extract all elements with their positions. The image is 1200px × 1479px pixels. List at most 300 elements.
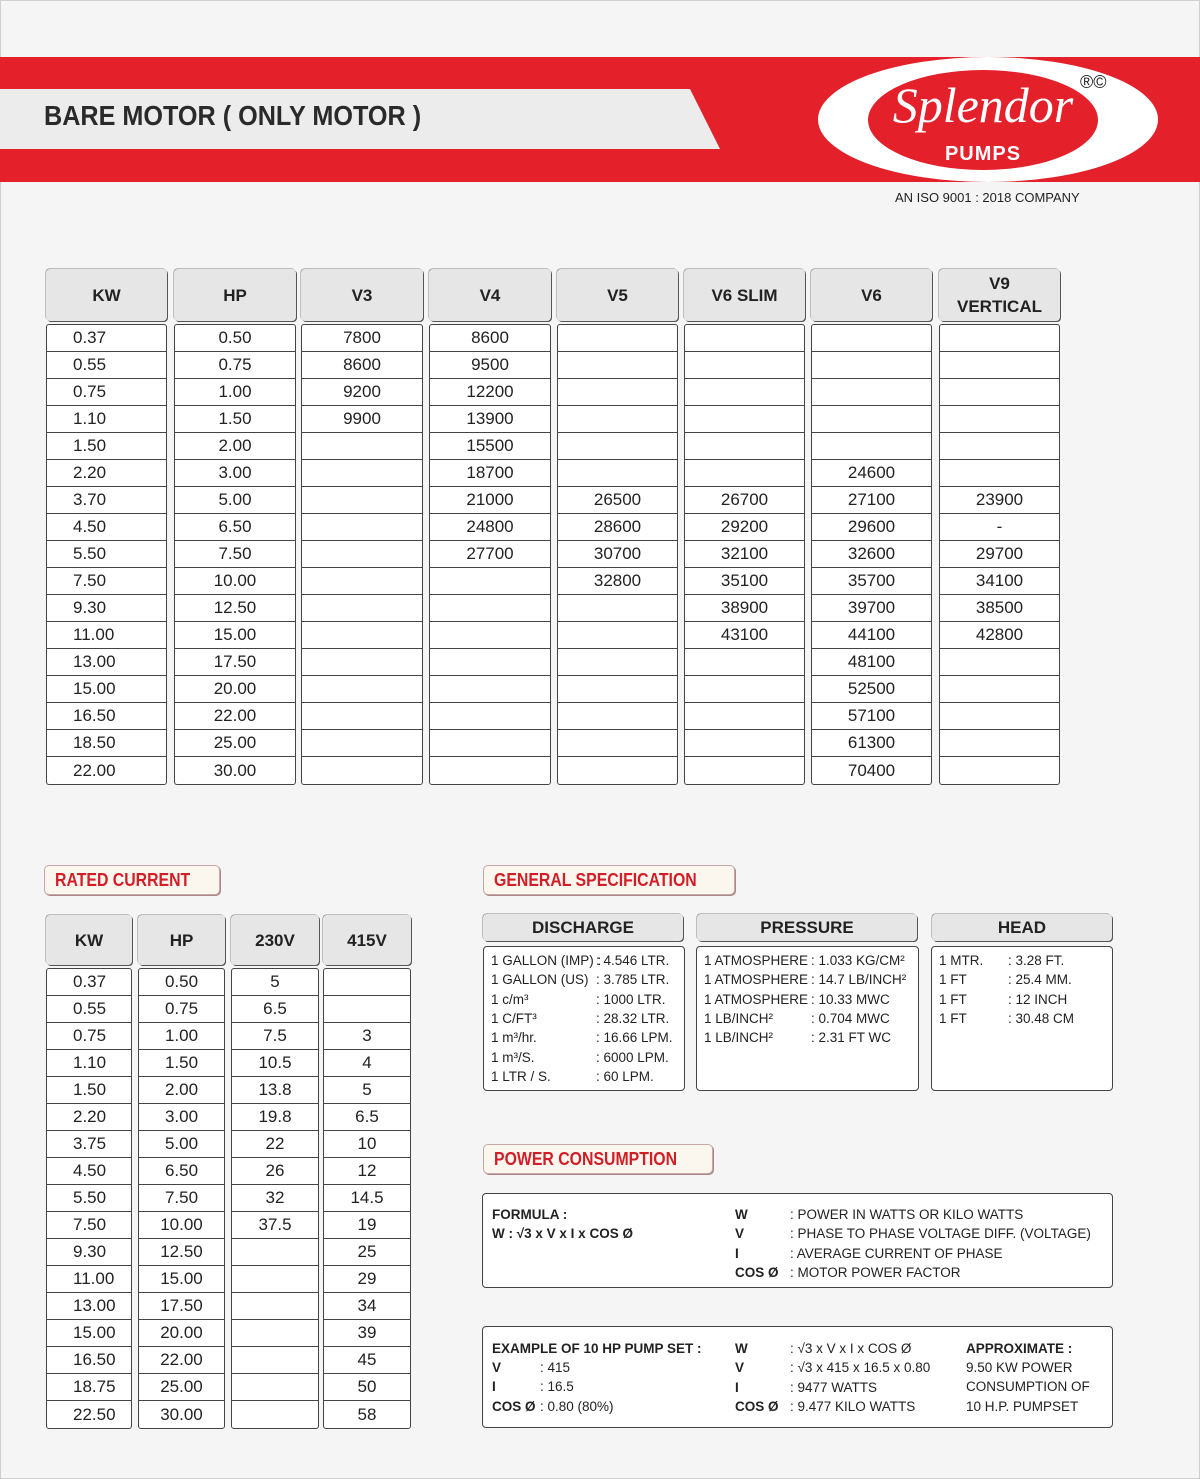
- bare-motor-cell: [940, 757, 1059, 784]
- legend-symbol: V: [735, 1226, 745, 1242]
- bare-motor-cell: [430, 730, 550, 757]
- example-input-value: : 415: [540, 1360, 571, 1375]
- pressure-value: : 10.33 MWC: [811, 991, 890, 1007]
- discharge-label: 1 GALLON (IMP) :: [491, 953, 602, 968]
- bare-motor-cell: 18.50: [47, 730, 166, 757]
- head-value: : 12 INCH: [1008, 991, 1068, 1007]
- rated-current-cell: [232, 1374, 318, 1401]
- bare-motor-cell: 57100: [812, 703, 931, 730]
- bare-motor-cell: [558, 433, 677, 460]
- approx-line: CONSUMPTION OF: [966, 1379, 1090, 1395]
- rated-current-cell: 6.5: [232, 996, 318, 1023]
- rated-current-cell: 7.50: [47, 1212, 131, 1239]
- bare-motor-cell: [812, 325, 931, 352]
- bare-motor-cell: 6.50: [175, 514, 295, 541]
- bare-motor-cell: [558, 757, 677, 784]
- bare-motor-cell: [302, 514, 422, 541]
- rated-current-cell: 2.20: [47, 1104, 131, 1131]
- bare-motor-cell: [940, 352, 1059, 379]
- rated-current-header-0: KW: [46, 915, 132, 965]
- bare-motor-cell: [685, 325, 804, 352]
- registered-mark: ®©: [1080, 72, 1107, 92]
- discharge-value: : 6000 LPM.: [596, 1049, 669, 1065]
- bare-motor-cell: [558, 730, 677, 757]
- bare-motor-cell: 12.50: [175, 595, 295, 622]
- bare-motor-cell: [430, 595, 550, 622]
- pressure-label: 1 ATMOSPHERE: [704, 991, 809, 1007]
- example-calc-value: : √3 x 415 x 16.5 x 0.80: [790, 1360, 931, 1376]
- bare-motor-cell: 5.00: [175, 487, 295, 514]
- pressure-header: PRESSURE: [697, 914, 917, 941]
- bare-motor-cell: 8600: [430, 325, 550, 352]
- page-title: BARE MOTOR ( ONLY MOTOR ): [44, 100, 422, 131]
- bare-motor-header-2: V3: [301, 269, 423, 321]
- rated-current-cell: 45: [324, 1347, 410, 1374]
- head-label: 1 FT: [939, 1010, 967, 1026]
- bare-motor-header-7: V9 VERTICAL: [939, 269, 1060, 321]
- rated-current-cell: 10.00: [139, 1212, 224, 1239]
- bare-motor-cell: 34100: [940, 568, 1059, 595]
- bare-motor-cell: [558, 676, 677, 703]
- rated-current-cell: 50: [324, 1374, 410, 1401]
- pressure-value: : 1.033 KG/CM²: [811, 953, 905, 968]
- bare-motor-cell: 38900: [685, 595, 804, 622]
- bare-motor-cell: 39700: [812, 595, 931, 622]
- bare-motor-cell: [302, 676, 422, 703]
- bare-motor-cell: 52500: [812, 676, 931, 703]
- bare-motor-header-3: V4: [429, 269, 551, 321]
- bare-motor-cell: [685, 379, 804, 406]
- bare-motor-cell: 21000: [430, 487, 550, 514]
- rated-current-column-3: [323, 968, 411, 1429]
- bare-motor-cell: 26700: [685, 487, 804, 514]
- discharge-header: DISCHARGE: [483, 914, 683, 941]
- rated-current-cell: 13.00: [47, 1293, 131, 1320]
- pressure-box: [696, 946, 919, 1091]
- bare-motor-cell: 38500: [940, 595, 1059, 622]
- example-calc-value: : 9.477 KILO WATTS: [790, 1398, 916, 1414]
- rated-current-cell: 0.55: [47, 996, 131, 1023]
- discharge-value: : 60 LPM.: [596, 1068, 654, 1084]
- example-calc-symbol: I: [735, 1379, 739, 1395]
- rated-current-cell: 15.00: [47, 1320, 131, 1347]
- bare-motor-cell: 20.00: [175, 676, 295, 703]
- bare-motor-cell: [302, 568, 422, 595]
- bare-motor-cell: 12200: [430, 379, 550, 406]
- bare-motor-cell: 61300: [812, 730, 931, 757]
- rated-current-cell: 4: [324, 1050, 410, 1077]
- rated-current-cell: 9.30: [47, 1239, 131, 1266]
- legend-symbol: W: [735, 1207, 748, 1222]
- formula-box: [482, 1193, 1113, 1288]
- rated-current-cell: [232, 1239, 318, 1266]
- bare-motor-cell: 1.50: [175, 406, 295, 433]
- pressure-label: 1 ATMOSPHERE: [704, 953, 809, 968]
- bare-motor-cell: [940, 676, 1059, 703]
- rated-current-cell: 10.5: [232, 1050, 318, 1077]
- example-calc-symbol: V: [735, 1360, 745, 1376]
- bare-motor-cell: 11.00: [47, 622, 166, 649]
- bare-motor-cell: [685, 676, 804, 703]
- rated-current-cell: 3.75: [47, 1131, 131, 1158]
- bare-motor-cell: 15500: [430, 433, 550, 460]
- bare-motor-cell: [302, 541, 422, 568]
- bare-motor-column-0: [46, 324, 167, 785]
- rated-current-cell: 12.50: [139, 1239, 224, 1266]
- bare-motor-cell: [430, 676, 550, 703]
- bare-motor-cell: [558, 352, 677, 379]
- bare-motor-cell: [940, 703, 1059, 730]
- rated-current-cell: 0.50: [139, 969, 224, 996]
- bare-motor-cell: 5.50: [47, 541, 166, 568]
- logo-subtitle: PUMPS: [944, 143, 1022, 165]
- bare-motor-cell: 4.50: [47, 514, 166, 541]
- example-calc-symbol: W: [735, 1341, 748, 1356]
- discharge-label: 1 C/FT³: [491, 1010, 537, 1026]
- bare-motor-column-3: [429, 324, 551, 785]
- bare-motor-cell: [302, 757, 422, 784]
- approx-line: 10 H.P. PUMPSET: [966, 1398, 1079, 1414]
- bare-motor-cell: 3.70: [47, 487, 166, 514]
- bare-motor-cell: 48100: [812, 649, 931, 676]
- rated-current-cell: 18.75: [47, 1374, 131, 1401]
- rated-current-cell: 5.00: [139, 1131, 224, 1158]
- bare-motor-cell: 25.00: [175, 730, 295, 757]
- pressure-value: : 2.31 FT WC: [811, 1030, 892, 1046]
- bare-motor-header-6: V6: [811, 269, 932, 321]
- pressure-value: : 14.7 LB/INCH²: [811, 972, 907, 988]
- rated-current-cell: 7.5: [232, 1023, 318, 1050]
- rated-current-cell: 3: [324, 1023, 410, 1050]
- bare-motor-cell: 1.10: [47, 406, 166, 433]
- bare-motor-cell: 24600: [812, 460, 931, 487]
- rated-current-cell: 7.50: [139, 1185, 224, 1212]
- bare-motor-cell: [685, 352, 804, 379]
- bare-motor-cell: 29600: [812, 514, 931, 541]
- example-calc-value: : 9477 WATTS: [790, 1379, 878, 1395]
- rated-current-cell: 19.8: [232, 1104, 318, 1131]
- bare-motor-cell: [685, 649, 804, 676]
- example-box: [482, 1326, 1113, 1428]
- bare-motor-column-4: [557, 324, 678, 785]
- rated-current-cell: 32: [232, 1185, 318, 1212]
- rated-current-cell: [232, 1347, 318, 1374]
- bare-motor-cell: 1.50: [47, 433, 166, 460]
- example-title: EXAMPLE OF 10 HP PUMP SET :: [492, 1341, 702, 1356]
- discharge-value: : 3.785 LTR.: [596, 972, 670, 988]
- bare-motor-column-5: [684, 324, 805, 785]
- discharge-value: : 4.546 LTR.: [596, 953, 670, 968]
- rated-current-cell: 22.00: [139, 1347, 224, 1374]
- head-box: [931, 946, 1113, 1091]
- bare-motor-cell: 22.00: [73, 760, 116, 780]
- bare-motor-cell: 7.50: [47, 568, 166, 595]
- rated-current-header-2: 230V: [231, 915, 319, 965]
- bare-motor-cell: 13900: [430, 406, 550, 433]
- bare-motor-cell: [685, 406, 804, 433]
- head-value: : 3.28 FT.: [1008, 953, 1065, 968]
- rated-current-cell: 14.5: [324, 1185, 410, 1212]
- bare-motor-cell: 3.00: [175, 460, 295, 487]
- bare-motor-cell: 30700: [558, 541, 677, 568]
- bare-motor-cell: 42800: [940, 622, 1059, 649]
- bare-motor-cell: [302, 433, 422, 460]
- head-header: HEAD: [932, 914, 1112, 941]
- bare-motor-cell: [685, 433, 804, 460]
- bare-motor-cell: 2.20: [47, 460, 166, 487]
- rated-current-header-1: HP: [138, 915, 225, 965]
- rated-current-cell: [232, 1293, 318, 1320]
- bare-motor-cell: [940, 460, 1059, 487]
- bare-motor-cell: [558, 379, 677, 406]
- bare-motor-cell: [685, 730, 804, 757]
- approx-title: APPROXIMATE :: [966, 1341, 1073, 1356]
- head-label: 1 FT: [939, 991, 967, 1007]
- bare-motor-cell: [812, 379, 931, 406]
- bare-motor-cell: [685, 703, 804, 730]
- approx-line: 9.50 KW POWER: [966, 1360, 1073, 1375]
- bare-motor-cell: [302, 730, 422, 757]
- bare-motor-cell: 15.00: [47, 676, 166, 703]
- bare-motor-column-6: [811, 324, 932, 785]
- rated-current-cell: [324, 969, 410, 996]
- bare-motor-cell: [940, 433, 1059, 460]
- discharge-value: : 28.32 LTR.: [596, 1010, 670, 1026]
- bare-motor-cell: 29700: [940, 541, 1059, 568]
- rated-current-cell: 17.50: [139, 1293, 224, 1320]
- bare-motor-cell: [558, 595, 677, 622]
- discharge-box: [483, 946, 685, 1091]
- bare-motor-cell: [940, 406, 1059, 433]
- discharge-label: 1 LTR / S.: [491, 1068, 551, 1084]
- bare-motor-cell: 7.50: [175, 541, 295, 568]
- bare-motor-cell: 17.50: [175, 649, 295, 676]
- discharge-label: 1 c/m³: [491, 991, 529, 1007]
- bare-motor-cell: 23900: [940, 487, 1059, 514]
- bare-motor-cell: 28600: [558, 514, 677, 541]
- discharge-value: : 16.66 LPM.: [596, 1030, 673, 1046]
- general-spec-tag: GENERAL SPECIFICATION: [483, 865, 735, 895]
- bare-motor-header-0: KW: [46, 269, 167, 321]
- bare-motor-header-5: V6 SLIM: [684, 269, 805, 321]
- bare-motor-cell: [302, 460, 422, 487]
- bare-motor-cell: 18700: [430, 460, 550, 487]
- rated-current-cell: 16.50: [47, 1347, 131, 1374]
- rated-current-cell: 12: [324, 1158, 410, 1185]
- example-input-value: : 0.80 (80%): [540, 1398, 614, 1414]
- rated-current-cell: 3.00: [139, 1104, 224, 1131]
- bare-motor-cell: [302, 595, 422, 622]
- bare-motor-cell: 1.00: [175, 379, 295, 406]
- rated-current-cell: 1.10: [47, 1050, 131, 1077]
- rated-current-cell: [232, 1320, 318, 1347]
- bare-motor-column-7: [939, 324, 1060, 785]
- discharge-label: 1 m³/S.: [491, 1049, 535, 1065]
- bare-motor-cell: 9.30: [47, 595, 166, 622]
- bare-motor-cell: [558, 649, 677, 676]
- example-input-symbol: V: [492, 1360, 502, 1375]
- head-label: 1 MTR.: [939, 953, 984, 968]
- rated-current-cell: 34: [324, 1293, 410, 1320]
- rated-current-cell: 6.50: [139, 1158, 224, 1185]
- bare-motor-cell: 0.75: [47, 379, 166, 406]
- rated-current-cell: 1.00: [139, 1023, 224, 1050]
- discharge-value: : 1000 LTR.: [596, 991, 666, 1007]
- bare-motor-cell: 24800: [430, 514, 550, 541]
- rated-current-column-1: [138, 968, 225, 1429]
- bare-motor-header-1: HP: [174, 269, 296, 321]
- rated-current-cell: 15.00: [139, 1266, 224, 1293]
- bare-motor-cell: 70400: [847, 760, 896, 780]
- rated-current-cell: [324, 996, 410, 1023]
- rated-current-cell: 22: [232, 1131, 318, 1158]
- bare-motor-cell: [430, 568, 550, 595]
- rated-current-cell: 20.00: [139, 1320, 224, 1347]
- pressure-value: : 0.704 MWC: [811, 1010, 890, 1026]
- bare-motor-cell: [812, 352, 931, 379]
- rated-current-cell: 58: [357, 1404, 377, 1424]
- rated-current-cell: 19: [324, 1212, 410, 1239]
- example-input-value: : 16.5: [540, 1379, 574, 1395]
- power-consumption-tag: POWER CONSUMPTION: [483, 1144, 713, 1174]
- rated-current-cell: 13.8: [232, 1077, 318, 1104]
- rated-current-cell: 26: [232, 1158, 318, 1185]
- bare-motor-cell: 27100: [812, 487, 931, 514]
- bare-motor-cell: 27700: [430, 541, 550, 568]
- bare-motor-cell: 43100: [685, 622, 804, 649]
- rated-current-tag: RATED CURRENT: [44, 865, 220, 895]
- bare-motor-cell: 32100: [685, 541, 804, 568]
- bare-motor-cell: 13.00: [47, 649, 166, 676]
- bare-motor-cell: 15.00: [175, 622, 295, 649]
- bare-motor-cell: 35700: [812, 568, 931, 595]
- bare-motor-header-4: V5: [557, 269, 678, 321]
- bare-motor-cell: [940, 649, 1059, 676]
- rated-current-header-3: 415V: [323, 915, 411, 965]
- bare-motor-cell: [685, 757, 804, 784]
- discharge-label: 1 m³/hr.: [491, 1030, 537, 1046]
- legend-description: : POWER IN WATTS OR KILO WATTS: [790, 1207, 1024, 1222]
- bare-motor-cell: 32600: [812, 541, 931, 568]
- formula-label: FORMULA :: [492, 1207, 568, 1222]
- rated-current-column-0: [46, 968, 132, 1429]
- legend-symbol: I: [735, 1245, 739, 1261]
- logo-wordmark: Splendor: [892, 77, 1074, 133]
- rated-current-cell: 1.50: [139, 1050, 224, 1077]
- example-calc-symbol: COS Ø: [735, 1398, 779, 1414]
- pressure-label: 1 LB/INCH²: [704, 1010, 774, 1026]
- rated-current-cell: 11.00: [47, 1266, 131, 1293]
- rated-current-cell: 4.50: [47, 1158, 131, 1185]
- rated-current-cell: 0.75: [139, 996, 224, 1023]
- bare-motor-cell: 0.37: [47, 325, 166, 352]
- bare-motor-cell: [302, 649, 422, 676]
- pressure-label: 1 ATMOSPHERE: [704, 972, 809, 988]
- legend-description: : PHASE TO PHASE VOLTAGE DIFF. (VOLTAGE): [790, 1226, 1091, 1242]
- bare-motor-cell: 0.50: [175, 325, 295, 352]
- example-input-symbol: COS Ø: [492, 1398, 536, 1414]
- bare-motor-cell: 0.55: [47, 352, 166, 379]
- bare-motor-cell: [940, 379, 1059, 406]
- bare-motor-cell: [430, 703, 550, 730]
- rated-current-cell: 0.37: [47, 969, 131, 996]
- bare-motor-cell: 0.75: [175, 352, 295, 379]
- rated-current-cell: 37.5: [232, 1212, 318, 1239]
- rated-current-cell: 10: [324, 1131, 410, 1158]
- head-label: 1 FT: [939, 972, 967, 988]
- bare-motor-cell: 9900: [302, 406, 422, 433]
- bare-motor-cell: [558, 460, 677, 487]
- bare-motor-cell: [558, 406, 677, 433]
- bare-motor-cell: 22.00: [175, 703, 295, 730]
- bare-motor-cell: 44100: [812, 622, 931, 649]
- rated-current-cell: [232, 1401, 318, 1428]
- rated-current-cell: 30.00: [160, 1404, 203, 1424]
- rated-current-cell: 25: [324, 1239, 410, 1266]
- bare-motor-cell: [940, 730, 1059, 757]
- rated-current-cell: 6.5: [324, 1104, 410, 1131]
- rated-current-cell: 5: [324, 1077, 410, 1104]
- bare-motor-cell: [812, 433, 931, 460]
- bare-motor-cell: 9500: [430, 352, 550, 379]
- bare-motor-cell: [558, 703, 677, 730]
- bare-motor-cell: [812, 406, 931, 433]
- bare-motor-column-1: [174, 324, 296, 785]
- legend-description: : MOTOR POWER FACTOR: [790, 1264, 961, 1280]
- bare-motor-cell: 26500: [558, 487, 677, 514]
- bare-motor-cell: [558, 622, 677, 649]
- bare-motor-cell: 7800: [302, 325, 422, 352]
- rated-current-cell: 39: [324, 1320, 410, 1347]
- bare-motor-column-2: [301, 324, 423, 785]
- formula-text: W : √3 x V x I x COS Ø: [492, 1226, 633, 1241]
- bare-motor-cell: -: [940, 514, 1059, 541]
- bare-motor-cell: [302, 487, 422, 514]
- bare-motor-cell: 29200: [685, 514, 804, 541]
- example-input-symbol: I: [492, 1379, 496, 1395]
- bare-motor-cell: 35100: [685, 568, 804, 595]
- bare-motor-cell: 16.50: [47, 703, 166, 730]
- legend-symbol: COS Ø: [735, 1264, 779, 1280]
- bare-motor-cell: [430, 622, 550, 649]
- bare-motor-cell: 10.00: [175, 568, 295, 595]
- legend-description: : AVERAGE CURRENT OF PHASE: [790, 1245, 1003, 1261]
- bare-motor-cell: [302, 622, 422, 649]
- example-calc-value: : √3 x V x I x COS Ø: [790, 1341, 912, 1356]
- iso-certification: AN ISO 9001 : 2018 COMPANY: [895, 190, 1080, 205]
- head-value: : 25.4 MM.: [1008, 972, 1072, 988]
- bare-motor-cell: [430, 757, 550, 784]
- head-value: : 30.48 CM: [1008, 1010, 1075, 1026]
- rated-current-cell: 2.00: [139, 1077, 224, 1104]
- bare-motor-cell: [558, 325, 677, 352]
- bare-motor-cell: 8600: [302, 352, 422, 379]
- rated-current-cell: 5.50: [47, 1185, 131, 1212]
- bare-motor-cell: [302, 703, 422, 730]
- rated-current-cell: 25.00: [139, 1374, 224, 1401]
- rated-current-cell: 29: [324, 1266, 410, 1293]
- bare-motor-cell: 2.00: [175, 433, 295, 460]
- rated-current-column-2: [231, 968, 319, 1429]
- bare-motor-cell: [940, 325, 1059, 352]
- bare-motor-cell: 30.00: [213, 760, 257, 780]
- bare-motor-cell: 32800: [558, 568, 677, 595]
- bare-motor-cell: [430, 649, 550, 676]
- bare-motor-cell: 9200: [302, 379, 422, 406]
- rated-current-cell: 22.50: [73, 1404, 116, 1424]
- rated-current-cell: [232, 1266, 318, 1293]
- bare-motor-cell: [685, 460, 804, 487]
